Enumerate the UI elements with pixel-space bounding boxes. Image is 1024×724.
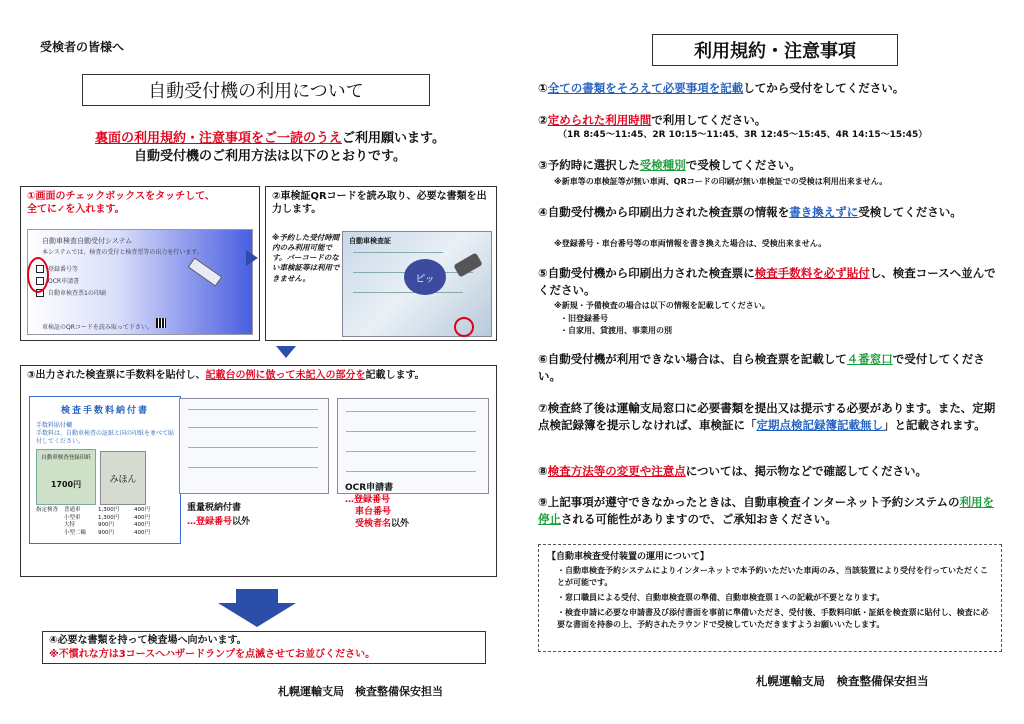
intro-tail: ご利用願います。 bbox=[342, 131, 445, 146]
step-3-title-a: ③出力された検査票に手数料を貼付し、 bbox=[27, 370, 206, 381]
rule-highlight: 書き換えずに bbox=[789, 205, 859, 219]
rule-line bbox=[346, 451, 476, 452]
table-cell: 小型車 bbox=[64, 514, 81, 521]
rule-line bbox=[188, 467, 318, 468]
stamp-label: 自動車検査登録印紙 bbox=[41, 455, 91, 461]
beep-bubble: ピッ bbox=[404, 259, 446, 295]
rule-prefix: ① bbox=[538, 81, 548, 95]
rule-highlight: 利用を停止 bbox=[538, 495, 995, 526]
rule-highlight: 全ての書類をそろえて必要事項を記載 bbox=[547, 81, 744, 95]
rule-suffix: 」と記載されます。 bbox=[883, 417, 986, 432]
rule-3 bbox=[538, 157, 1008, 174]
rule-line bbox=[188, 427, 318, 428]
fee-form-line: 手数料貼付欄 bbox=[36, 422, 73, 429]
fee-table bbox=[36, 507, 176, 538]
table-cell bbox=[36, 522, 64, 530]
weight-tax-note-red: …登録番号 bbox=[187, 517, 233, 527]
table-cell: 1,300円 bbox=[98, 507, 120, 513]
check-label: OCR申請書 bbox=[48, 278, 80, 285]
rule-prefix: ⑦検査終了後は運輸支局窓口に必要書類を提出又は提示する必要があります。また、定期点検記録簿を提示しなければ、車検証に「 bbox=[538, 401, 996, 432]
rule-suffix: される可能性がありますので、ご承知おきください。 bbox=[561, 511, 837, 526]
table-cell: 900円 bbox=[98, 522, 114, 529]
rule-prefix: ② bbox=[538, 113, 548, 127]
table-row bbox=[36, 522, 176, 530]
rule-2 bbox=[538, 112, 1008, 129]
table-cell: 900円 bbox=[98, 530, 114, 537]
certificate-label: 自動車検査証 bbox=[349, 237, 391, 245]
arrow-right-icon bbox=[246, 250, 258, 266]
step-2-panel bbox=[265, 186, 497, 341]
step-3-panel bbox=[20, 365, 497, 577]
weight-tax-note bbox=[187, 514, 250, 527]
info-item: ・窓口職員による受付、自動車検査票の準備、自動車検査票１への記載が不要となります。 bbox=[557, 593, 885, 602]
kiosk-screen-mock bbox=[27, 229, 253, 335]
stamp-price: 1700円 bbox=[50, 480, 82, 489]
rule-prefix: ③予約時に選択した bbox=[538, 158, 640, 172]
footer-right: 札幌運輸支局 検査整備保安担当 bbox=[756, 674, 929, 688]
step-4-panel bbox=[42, 631, 486, 664]
rule-prefix: ⑧ bbox=[538, 464, 548, 478]
table-cell: 小型二輪 bbox=[64, 530, 87, 537]
rule-9 bbox=[538, 494, 1000, 527]
check-label: 自動車検査票1の印刷 bbox=[48, 290, 106, 297]
operation-info-box bbox=[538, 544, 1002, 652]
rules-title: 利用規約・注意事項 bbox=[652, 34, 898, 66]
rule-highlight: 検査方法等の変更や注意点 bbox=[547, 464, 686, 478]
rule-highlight: 定期点検記録簿記載無し bbox=[756, 417, 883, 432]
rule-suffix: し、検査コースへ並んでください。 bbox=[538, 266, 996, 297]
table-cell: 普通車 bbox=[64, 507, 81, 513]
step-2-note: ※予約した受付時間内のみ利用可能です。バーコードのない車検証等は利用できません。 bbox=[272, 233, 340, 283]
rule-suffix: については、掲示物などで確認してください。 bbox=[685, 464, 928, 478]
screen-title: 自動車検査自動受付システム bbox=[42, 237, 133, 245]
rule-line bbox=[353, 292, 463, 293]
rule-prefix: ⑥自動受付機が利用できない場合は、自ら検査票を記載して bbox=[538, 352, 847, 366]
weight-tax-caption: 重量税納付書 bbox=[187, 503, 242, 513]
page-title: 自動受付機の利用について bbox=[82, 74, 430, 106]
table-cell: 400円 bbox=[134, 514, 150, 521]
fee-form-line: 手数料は、自動車検査の証紙と国の印紙を並べて貼付してください。 bbox=[36, 429, 175, 445]
check-row[interactable] bbox=[36, 288, 106, 297]
ocr-caption: OCR申請書 bbox=[345, 483, 394, 493]
step-4-line-1: ④必要な書類を持って検査場へ向かいます。 bbox=[49, 635, 247, 646]
rule-line bbox=[353, 252, 443, 253]
barcode-reader-icon bbox=[453, 252, 483, 277]
step-3-title-red: 記載台の例に倣って未記入の部分を bbox=[205, 370, 366, 381]
rule-4-note: ※登録番号・車台番号等の車両情報を書き換えた場合は、受検出来ません。 bbox=[554, 239, 827, 248]
highlight-circle bbox=[27, 257, 49, 293]
table-cell: 400円 bbox=[134, 522, 150, 529]
rule-suffix: で利用してください。 bbox=[651, 113, 767, 127]
stamp-image bbox=[100, 451, 146, 505]
screen-footer: 車検証のQRコードを読み取って下さい。 bbox=[42, 324, 153, 331]
footer-left: 札幌運輸支局 検査整備保安担当 bbox=[278, 685, 443, 698]
step-1-title-c: を入れます。 bbox=[65, 203, 125, 215]
rule-4 bbox=[538, 204, 998, 221]
table-cell: 400円 bbox=[134, 507, 150, 513]
rule-highlight: 検査手数料を必ず貼付 bbox=[754, 266, 870, 280]
rule-suffix: で受検してください。 bbox=[685, 158, 801, 172]
info-item: ・自動車検査予約システムによりインターネットで本予約いただいた車両のみ、当該装置により受付を行っていただくことが可能です。 bbox=[557, 566, 988, 587]
arrow-down-icon bbox=[276, 346, 296, 358]
rule-highlight: 受検種別 bbox=[639, 158, 686, 172]
ocr-note-tail: 以外 bbox=[391, 519, 410, 530]
fee-form-mock bbox=[29, 396, 181, 544]
stamp-image bbox=[36, 449, 96, 505]
rule-line bbox=[346, 431, 476, 432]
rule-highlight: ４番窓口 bbox=[846, 352, 893, 366]
rule-prefix: ⑤自動受付機から印刷出力された検査票に bbox=[538, 266, 755, 280]
rule-suffix: 受検してください。 bbox=[858, 205, 962, 219]
rule-5-subnote: ・旧登録番号 bbox=[560, 314, 608, 323]
table-cell: 400円 bbox=[134, 530, 150, 537]
table-cell: 指定検査 bbox=[36, 507, 59, 513]
qr-code-icon bbox=[156, 318, 166, 328]
table-row bbox=[36, 507, 176, 515]
check-mark-icon: ✓ bbox=[57, 203, 66, 215]
down-arrow-icon bbox=[218, 589, 296, 627]
table-row bbox=[36, 530, 176, 538]
fee-form-title: 検査手数料納付書 bbox=[60, 406, 149, 416]
table-cell bbox=[36, 530, 64, 538]
greeting: 受検者の皆様へ bbox=[40, 40, 125, 54]
rule-7 bbox=[538, 400, 1000, 433]
step-3-title bbox=[27, 370, 487, 383]
step-4-line-2: ※不慣れな方は3コースへハザードランプを点滅させてお並びください。 bbox=[49, 649, 376, 660]
table-cell bbox=[36, 515, 64, 523]
step-1-panel bbox=[20, 186, 260, 341]
rule-line bbox=[188, 447, 318, 448]
rule-prefix: ④自動受付機から印刷出力された検査票の情報を bbox=[538, 205, 790, 219]
rule-highlight: 定められた利用時間 bbox=[547, 113, 652, 127]
stamp-sample: みほん bbox=[109, 475, 137, 485]
step-1-title-a: ①画面のチェックボックスをタッチして、 bbox=[27, 191, 215, 202]
ocr-note bbox=[345, 494, 409, 530]
check-label: 登録番号等 bbox=[48, 266, 79, 273]
info-title: 【自動車検査受付装置の運用について】 bbox=[547, 552, 709, 562]
rule-2-note: （1R 8:45〜11:45、2R 10:15〜11:45、3R 12:45〜15:45、4R 14:15〜15:45） bbox=[558, 130, 928, 140]
table-cell: 1,300円 bbox=[98, 514, 120, 521]
rule-line bbox=[188, 409, 318, 410]
intro-line-1 bbox=[60, 127, 480, 146]
rule-5-subnote: ・自家用、貸渡用、事業用の別 bbox=[560, 326, 672, 335]
rule-8 bbox=[538, 463, 1008, 480]
ocr-note-red-2: 車台番号 bbox=[355, 507, 392, 518]
step-3-title-c: 記載します。 bbox=[365, 370, 425, 381]
rule-6 bbox=[538, 351, 998, 384]
intro-red-text: 裏面の利用規約・注意事項をご一読のうえ bbox=[95, 131, 343, 146]
rule-1 bbox=[538, 80, 1008, 97]
ocr-note-red-3: 受検者名 bbox=[355, 519, 392, 530]
rule-prefix: ⑨上記事項が遵守できなかったときは、自動車検査インターネット予約システムの bbox=[538, 495, 960, 509]
ocr-note-red-1: …登録番号 bbox=[345, 495, 391, 505]
step-1-title-b: 全てに bbox=[27, 203, 57, 215]
weight-tax-form-mock bbox=[179, 398, 329, 494]
rule-5-note: ※新規・予備検査の場合は以下の情報を記載してください。 bbox=[554, 301, 770, 310]
rule-5 bbox=[538, 265, 998, 298]
info-item: ・検査申請に必要な申請書及び添付書面を事前に準備いただき、受付後、手数料印紙・証紙を検査票に貼付し、検査に必要な書面を持参の上、予約されたラウンドで受検していただきますようお願いいたします。 bbox=[557, 608, 989, 629]
table-cell: 大特 bbox=[64, 522, 76, 529]
rule-line bbox=[346, 411, 476, 412]
rule-3-note: ※新車等の車検証等が無い車両、QRコードの印刷が無い車検証での受検は利用出来ません。 bbox=[554, 177, 888, 186]
highlight-circle bbox=[454, 317, 474, 337]
scanner-icon bbox=[188, 257, 223, 286]
intro-line-2: 自動受付機のご利用方法は以下のとおりです。 bbox=[134, 149, 406, 164]
rule-suffix: してから受付をしてください。 bbox=[743, 81, 905, 95]
step-2-title: ②車検証QRコードを読み取り、必要な書類を出力します。 bbox=[272, 191, 487, 215]
step-1-title bbox=[27, 191, 255, 216]
weight-tax-note-tail: 以外 bbox=[232, 517, 251, 527]
rule-suffix: で受付してください。 bbox=[538, 352, 985, 383]
rule-line bbox=[346, 471, 476, 472]
screen-sub: 本システムでは、検査の受付と検査票等の出力を行います。 bbox=[42, 249, 203, 256]
